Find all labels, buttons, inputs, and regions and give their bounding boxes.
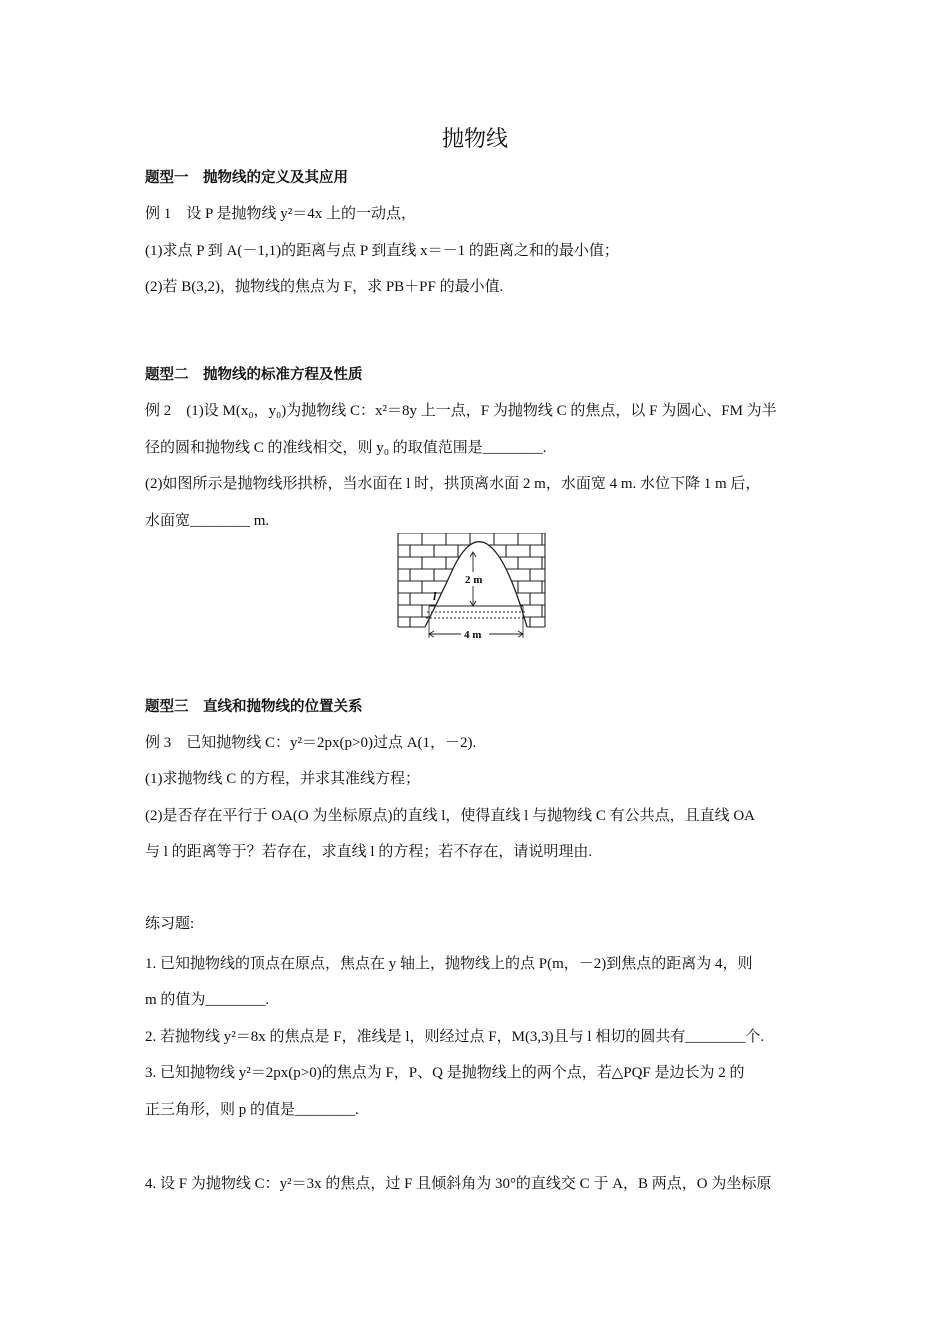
exercise-3-line-1: 3. 已知抛物线 y²＝2px(p>0)的焦点为 F，P、Q 是抛物线上的两个点，若△PQF 是边长为 2 的 <box>145 1065 745 1081</box>
exercises-heading: 练习题: <box>145 916 195 932</box>
example-1-q1: (1)求点 P 到 A(－1,1)的距离与点 P 到直线 x＝－1 的距离之和的最小值； <box>145 243 619 259</box>
water-line-label: l <box>433 589 437 603</box>
section-2-heading: 题型二 抛物线的标准方程及性质 <box>145 367 363 383</box>
exercise-3-line-2: 正三角形，则 p 的值是________. <box>145 1102 359 1118</box>
example-1-q2: (2)若 B(3,2)，抛物线的焦点为 F，求 PB＋PF 的最小值. <box>145 279 504 295</box>
height-label: 2 m <box>465 574 483 586</box>
example-3-q2-line-2: 与 l 的距离等于？若存在，求直线 l 的方程；若不存在，请说明理由. <box>145 844 593 860</box>
example-3: 例 3 已知抛物线 C：y²＝2px(p>0)过点 A(1，－2). <box>145 735 477 751</box>
example-1: 例 1 设 P 是抛物线 y²＝4x 上的一动点， <box>145 206 417 222</box>
example-2-line-2: 径的圆和抛物线 C 的准线相交，则 y₀ 的取值范围是________. <box>145 440 547 456</box>
exercise-2: 2. 若抛物线 y²＝8x 的焦点是 F，准线是 l，则经过点 F，M(3,3)且与 l 相切的圆共有________个. <box>145 1029 765 1045</box>
example-2-q2-line-2: 水面宽________ m. <box>145 513 270 529</box>
section-3-heading: 题型三 直线和抛物线的位置关系 <box>145 699 363 715</box>
section-1-heading: 题型一 抛物线的定义及其应用 <box>145 170 348 186</box>
exercise-1-line-2: m 的值为________. <box>145 992 270 1008</box>
exercise-4: 4. 设 F 为抛物线 C：y²＝3x 的焦点，过 F 且倾斜角为 30°的直线交 C 于 A，B 两点，O 为坐标原 <box>145 1176 772 1192</box>
example-2-q2-line-1: (2)如图所示是抛物线形拱桥，当水面在 l 时，拱顶离水面 2 m，水面宽 4 m. 水位下降 1 m 后， <box>145 476 761 492</box>
example-3-q1: (1)求抛物线 C 的方程，并求其准线方程； <box>145 771 420 787</box>
page-title: 抛物线 <box>441 127 508 152</box>
water-level-lines <box>426 606 526 618</box>
exercise-1-line-1: 1. 已知抛物线的顶点在原点，焦点在 y 轴上，抛物线上的点 P(m，－2)到焦点的距离为 4，则 <box>145 956 753 972</box>
width-label: 4 m <box>464 629 482 641</box>
example-3-q2-line-1: (2)是否存在平行于 OA(O 为坐标原点)的直线 l，使得直线 l 与抛物线 C 有公共点，且直线 OA <box>145 808 755 824</box>
arch-bridge-figure <box>393 530 553 645</box>
example-2-line-1: 例 2 (1)设 M(x₀，y₀)为抛物线 C：x²＝8y 上一点，F 为抛物线 C 的焦点，以 F 为圆心、FM 为半 <box>145 403 777 419</box>
